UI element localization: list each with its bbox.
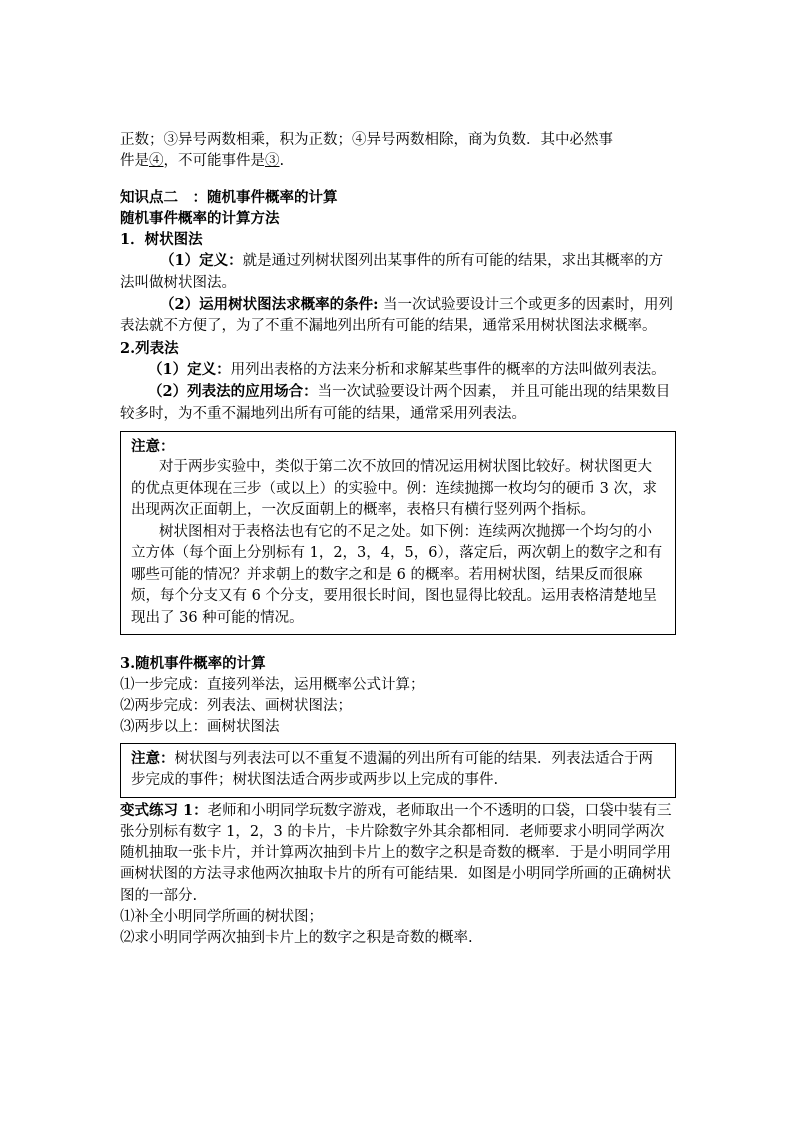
calc-item-2: ⑵两步完成：列表法、画树状图法； bbox=[120, 697, 352, 714]
table-use-case: （2）列表法的应用场合：当一次试验要设计两个因素， 并且可能出现的结果数目较多时，为不重不漏地列出所有可能的结果，通常采用列表法。 bbox=[120, 383, 671, 422]
calc-item-1: ⑴一步完成：直接列举法，运用概率公式计算； bbox=[120, 676, 425, 693]
exercise-text: 变式练习 1：老师和小明同学玩数字游戏，老师取出一个不透明的口袋，口袋中装有三张分别标有数字 1，2，3 的卡片，卡片除数字外其余都相同．老师要求小明同学两次随机抽取一张卡片，并计算两次抽到卡片上的数字之积是奇数的概率．于是小明同学用画树状图的方法寻求他两次抽取卡片的所有可能结果．如图是小明同学所画的正确树状图的一部分. bbox=[120, 801, 672, 904]
intro-line-2: 件是④，不可能事件是③. bbox=[120, 153, 285, 170]
section-title: 知识点二 ：随机事件概率的计算 bbox=[120, 188, 338, 206]
note-paragraph-2: 树状图相对于表格法也有它的不足之处。如下例：连续两次抛掷一个均匀的小立方体（每个面上分别标有 1，2，3，4，5，6），落定后，两次朝上的数字之和有哪些可能的情况？并求朝上的数字之和是 6 的概率。若用树状图，结果反而很麻烦，每个分支又有 6 个分支，要用很长时间，图也显得比较乱。运用表格清楚地呈现出了 36 种可能的情况。 bbox=[131, 523, 663, 626]
calc-heading: 3.随机事件概率的计算 bbox=[120, 655, 266, 673]
tree-condition: （2）运用树状图法求概率的条件: 当一次试验要设计三个或更多的因素时，用列表法就不方便了，为了不重不漏地列出所有可能的结果，通常采用树状图法求概率。 bbox=[120, 296, 674, 335]
tree-heading: 1．树状图法 bbox=[120, 231, 203, 249]
tree-definition: （1）定义：就是通过列树状图列出某事件的所有可能的结果，求出其概率的方法叫做树状图法。 bbox=[120, 252, 664, 291]
certain-event-answer: ④ bbox=[149, 153, 164, 170]
note-paragraph-1: 对于两步实验中，类似于第二次不放回的情况运用树状图比较好。树状图更大的优点更体现在三步（或以上）的实验中。例：连续抛掷一枚均匀的硬币 3 次，求出现两次正面朝上，一次反面朝上的概率，表格只有横行竖列两个指标。 bbox=[131, 459, 657, 519]
section-subtitle: 随机事件概率的计算方法 bbox=[120, 209, 280, 227]
impossible-event-answer: ③ bbox=[265, 153, 280, 170]
exercise-question-1: ⑴补全小明同学所画的树状图； bbox=[120, 909, 323, 926]
intro-line-1: 正数；③异号两数相乘，积为正数；④异号两数相除，商为负数．其中必然事 bbox=[120, 132, 613, 148]
note-box-2 bbox=[120, 743, 676, 798]
note-label: 注意： bbox=[131, 437, 175, 455]
exercise-question-2: ⑵求小明同学两次抽到卡片上的数字之积是奇数的概率. bbox=[120, 930, 473, 947]
document-page bbox=[120, 130, 676, 950]
note-box-1 bbox=[120, 431, 676, 636]
calc-item-3: ⑶两步以上：画树状图法 bbox=[120, 719, 280, 736]
table-heading: 2.列表法 bbox=[120, 339, 179, 357]
table-definition: （1）定义：用列出表格的方法来分析和求解某些事件的概率的方法叫做列表法。 bbox=[148, 360, 666, 378]
note-2-text: 注意：树状图与列表法可以不重复不遗漏的列出所有可能的结果．列表法适合于两步完成的事件；树状图法适合两步或两步以上完成的事件. bbox=[131, 749, 653, 789]
